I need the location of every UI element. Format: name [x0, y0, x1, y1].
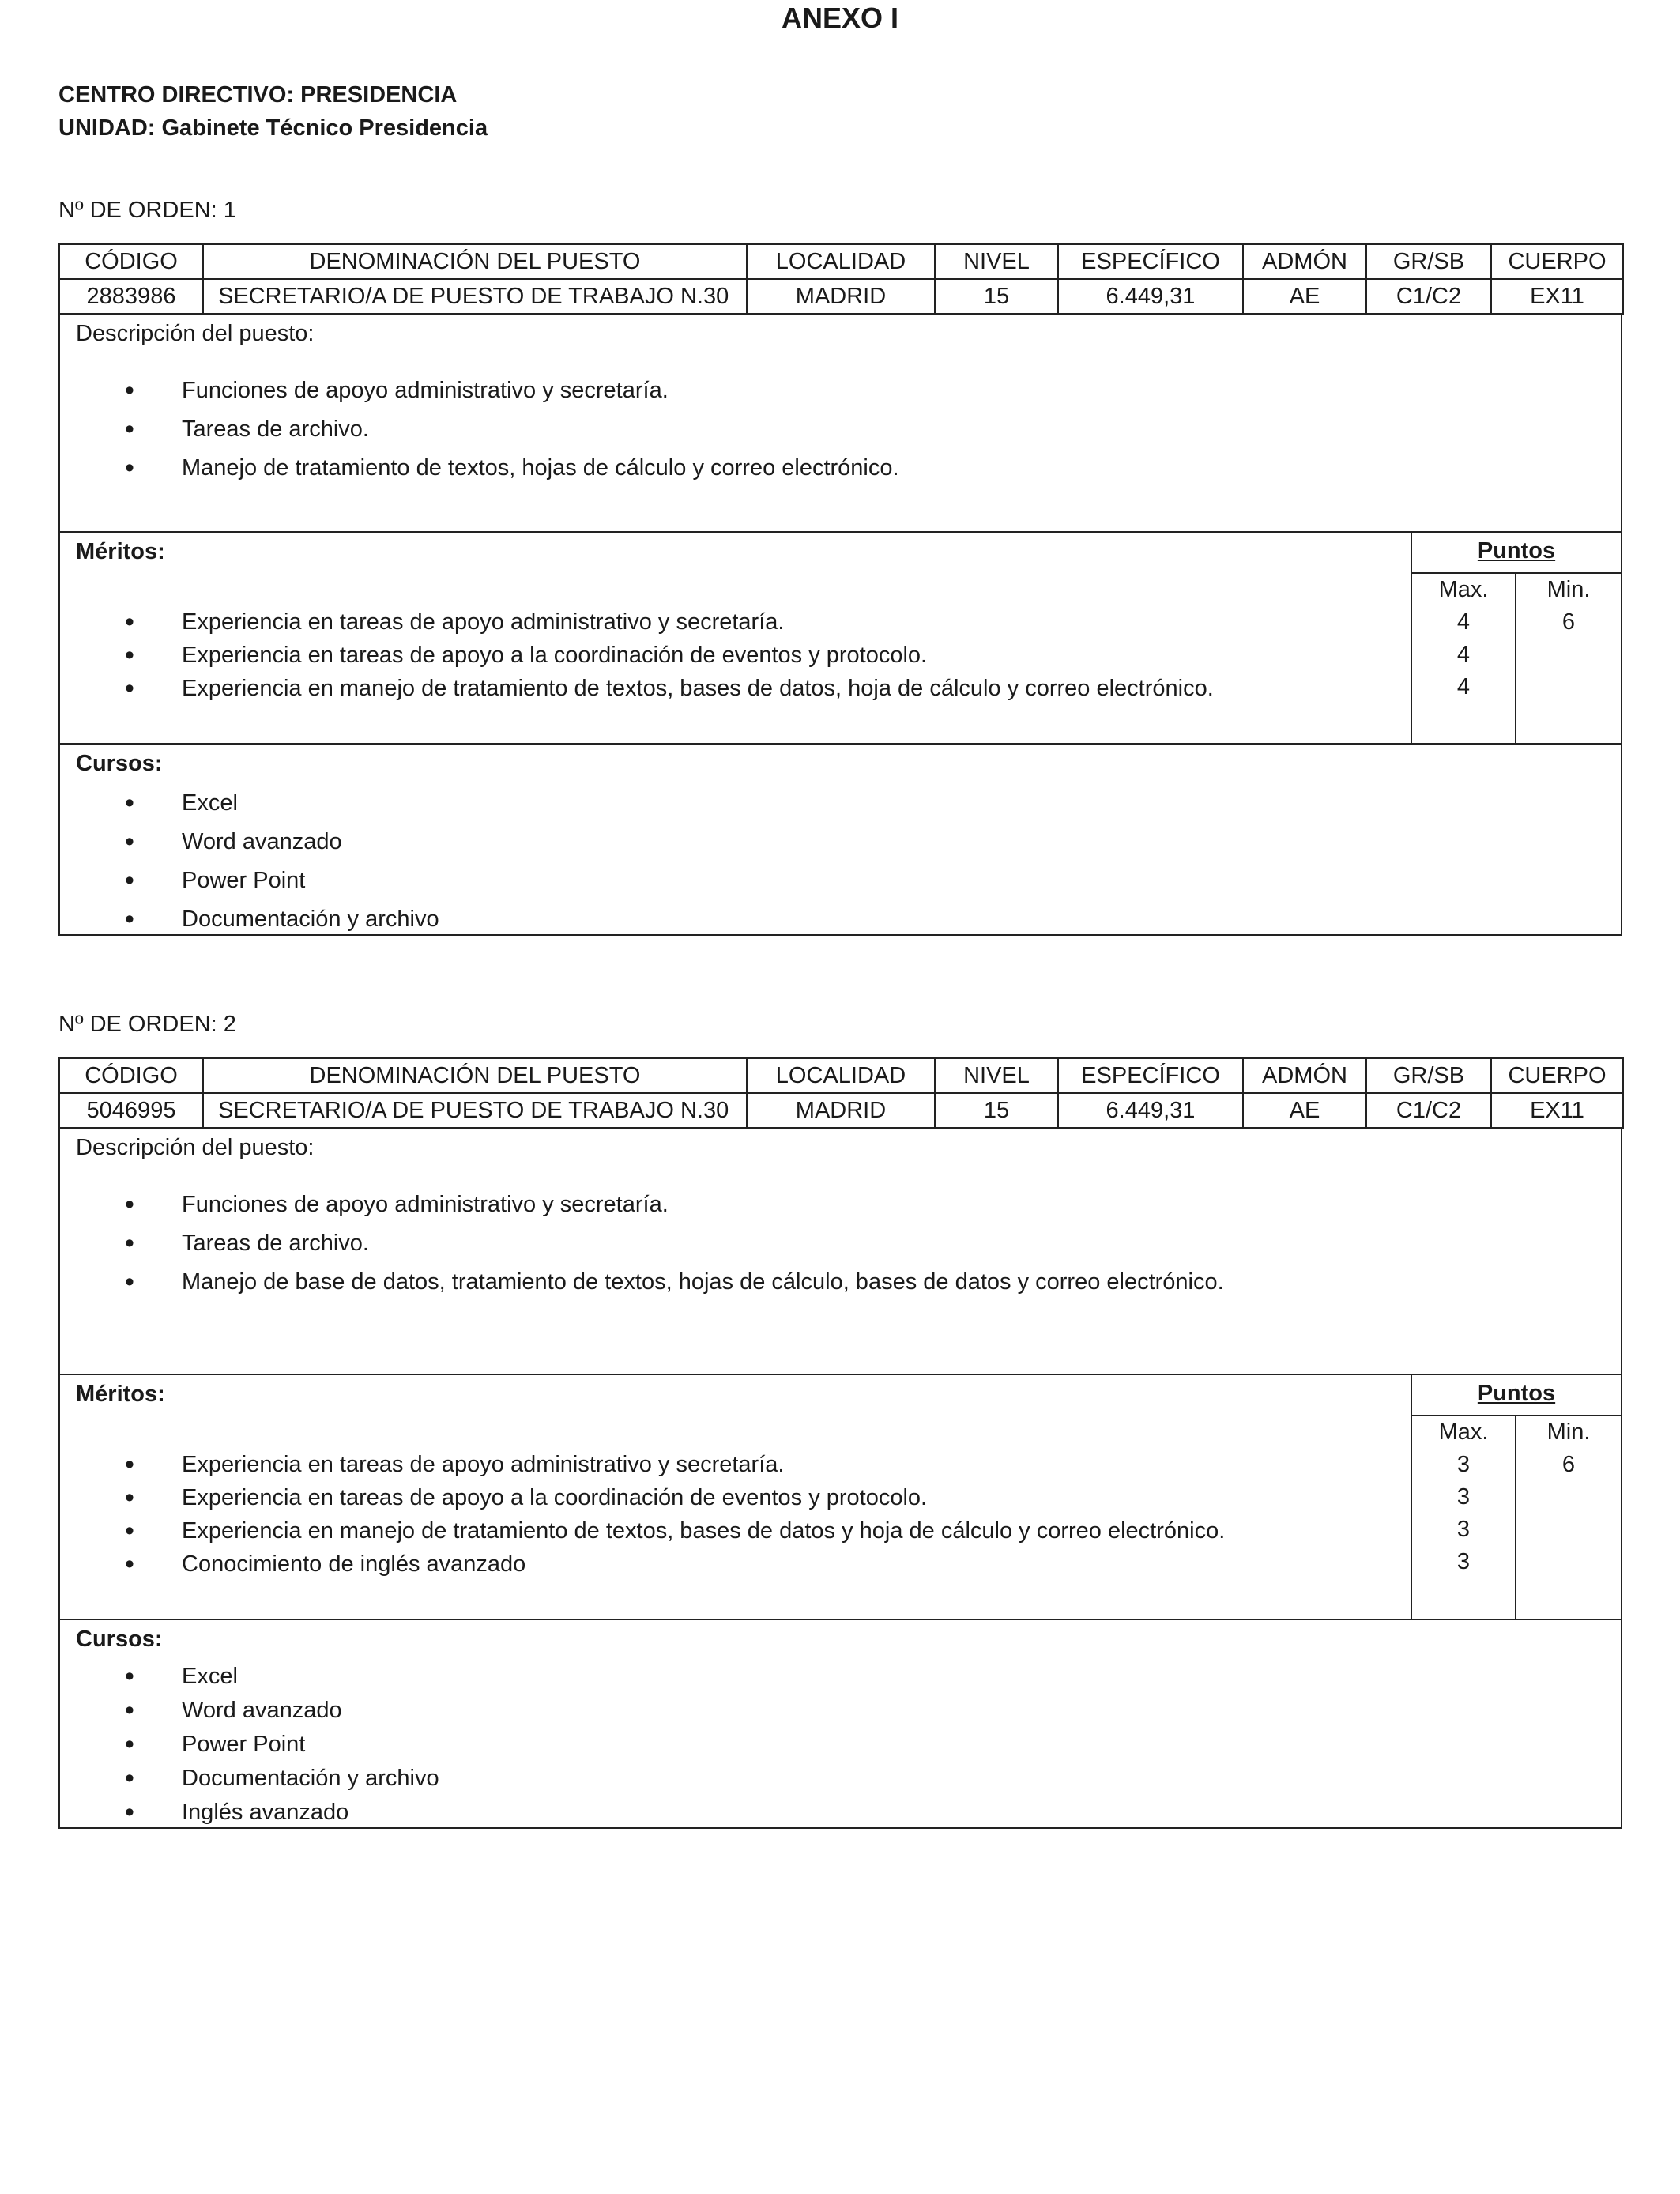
max-value: 4 [1456, 674, 1471, 699]
list-item: • Tareas de archivo. [60, 410, 899, 449]
list-item: • Funciones de apoyo administrativo y secretaría. [60, 1186, 1224, 1224]
list-item: • Word avanzado [60, 823, 439, 861]
puntos-header: Puntos [1412, 533, 1621, 574]
col-header: GR/SB [1366, 244, 1491, 279]
list-item: • Word avanzado [60, 1694, 439, 1728]
list-item: • Experiencia en manejo de tratamiento de textos, bases de datos y hoja de cálculo y correo electrónico. [60, 1514, 1225, 1547]
table-cell: SECRETARIO/A DE PUESTO DE TRABAJO N.30 [203, 279, 747, 314]
min-value: 6 [1561, 609, 1576, 635]
max-value: 3 [1456, 1452, 1471, 1477]
orden-1: Nº DE ORDEN: 1 [58, 198, 236, 223]
table-cell: MADRID [747, 1093, 935, 1128]
table-cell: EX11 [1491, 1093, 1623, 1128]
list-item: • Experiencia en manejo de tratamiento de textos, bases de datos, hoja de cálculo y correo electrónico. [60, 672, 1214, 705]
col-header: ESPECÍFICO [1058, 1058, 1243, 1093]
table-header-row [59, 244, 1623, 279]
col-header: ADMÓN [1243, 244, 1366, 279]
cursos-block [58, 1620, 1622, 1829]
list-item: • Conocimiento de inglés avanzado [60, 1547, 1225, 1581]
meritos-block [58, 1375, 1622, 1620]
table-cell: EX11 [1491, 279, 1623, 314]
list-item: • Experiencia en tareas de apoyo administrativo y secretaría. [60, 605, 1214, 639]
cursos-label: Cursos: [76, 1627, 163, 1652]
descripcion-label: Descripción del puesto: [76, 321, 315, 346]
document-title: ANEXO I [781, 2, 899, 34]
cursos-list [60, 1660, 439, 1830]
meritos-content [60, 533, 1411, 743]
table-cell: C1/C2 [1366, 1093, 1491, 1128]
puesto-1 [58, 243, 1622, 936]
col-header: CUERPO [1491, 1058, 1623, 1093]
list-item: • Documentación y archivo [60, 1762, 439, 1796]
table-cell: AE [1243, 1093, 1366, 1128]
list-item: • Power Point [60, 1728, 439, 1762]
list-item: • Power Point [60, 861, 439, 900]
puesto-2 [58, 1057, 1622, 1829]
table-cell: 2883986 [59, 279, 203, 314]
meritos-list [60, 1448, 1225, 1581]
puntos-header: Puntos [1412, 1375, 1621, 1416]
cursos-block [58, 745, 1622, 936]
puesto-table [58, 1057, 1624, 1129]
col-header: ADMÓN [1243, 1058, 1366, 1093]
table-cell: 15 [935, 1093, 1058, 1128]
max-label: Max. [1438, 577, 1489, 602]
table-cell: 15 [935, 279, 1058, 314]
puntos-min-column [1516, 574, 1621, 743]
list-item: • Manejo de base de datos, tratamiento de textos, hojas de cálculo, bases de datos y correo electrónico. [60, 1263, 1224, 1302]
list-item: • Experiencia en tareas de apoyo administrativo y secretaría. [60, 1448, 1225, 1481]
min-label: Min. [1546, 1419, 1591, 1445]
max-value: 3 [1456, 1549, 1471, 1574]
table-row [59, 1093, 1623, 1128]
meritos-content [60, 1375, 1411, 1619]
table-row [59, 279, 1623, 314]
table-cell: AE [1243, 279, 1366, 314]
meritos-list [60, 605, 1214, 705]
max-value: 4 [1456, 609, 1471, 635]
table-cell: 5046995 [59, 1093, 203, 1128]
table-cell: MADRID [747, 279, 935, 314]
col-header: DENOMINACIÓN DEL PUESTO [203, 1058, 747, 1093]
col-header: LOCALIDAD [747, 1058, 935, 1093]
max-value: 3 [1456, 1517, 1471, 1542]
col-header: DENOMINACIÓN DEL PUESTO [203, 244, 747, 279]
col-header: NIVEL [935, 1058, 1058, 1093]
descripcion-label: Descripción del puesto: [76, 1135, 315, 1160]
centro-directivo: CENTRO DIRECTIVO: PRESIDENCIA [58, 82, 458, 107]
descripcion-block [58, 315, 1622, 533]
list-item: • Tareas de archivo. [60, 1224, 1224, 1263]
max-value: 4 [1456, 642, 1471, 667]
col-header: NIVEL [935, 244, 1058, 279]
list-item: • Documentación y archivo [60, 900, 439, 939]
table-cell: C1/C2 [1366, 279, 1491, 314]
cursos-label: Cursos: [76, 751, 163, 776]
puntos-min-column [1516, 1416, 1621, 1619]
unidad: UNIDAD: Gabinete Técnico Presidencia [58, 115, 488, 141]
table-header-row [59, 1058, 1623, 1093]
meritos-label: Méritos: [76, 1382, 165, 1407]
puntos-panel [1411, 1375, 1621, 1619]
min-value: 6 [1561, 1452, 1576, 1477]
col-header: ESPECÍFICO [1058, 244, 1243, 279]
list-item: • Inglés avanzado [60, 1796, 439, 1830]
list-item: • Excel [60, 1660, 439, 1694]
col-header: GR/SB [1366, 1058, 1491, 1093]
min-label: Min. [1546, 577, 1591, 602]
table-cell: 6.449,31 [1058, 1093, 1243, 1128]
orden-2: Nº DE ORDEN: 2 [58, 1012, 236, 1037]
cursos-list [60, 784, 439, 939]
list-item: • Manejo de tratamiento de textos, hojas de cálculo y correo electrónico. [60, 449, 899, 488]
puntos-panel [1411, 533, 1621, 743]
col-header: LOCALIDAD [747, 244, 935, 279]
col-header: CÓDIGO [59, 1058, 203, 1093]
list-item: • Experiencia en tareas de apoyo a la coordinación de eventos y protocolo. [60, 1481, 1225, 1514]
max-label: Max. [1438, 1419, 1489, 1445]
meritos-block [58, 533, 1622, 745]
puntos-max-column [1412, 1416, 1516, 1619]
table-cell: SECRETARIO/A DE PUESTO DE TRABAJO N.30 [203, 1093, 747, 1128]
col-header: CUERPO [1491, 244, 1623, 279]
list-item: • Experiencia en tareas de apoyo a la coordinación de eventos y protocolo. [60, 639, 1214, 672]
meritos-label: Méritos: [76, 539, 165, 564]
descripcion-list [60, 1186, 1224, 1302]
list-item: • Funciones de apoyo administrativo y secretaría. [60, 371, 899, 410]
descripcion-list [60, 371, 899, 488]
table-cell: 6.449,31 [1058, 279, 1243, 314]
puntos-max-column [1412, 574, 1516, 743]
descripcion-block [58, 1129, 1622, 1375]
max-value: 3 [1456, 1484, 1471, 1510]
col-header: CÓDIGO [59, 244, 203, 279]
puesto-table [58, 243, 1624, 315]
list-item: • Excel [60, 784, 439, 823]
